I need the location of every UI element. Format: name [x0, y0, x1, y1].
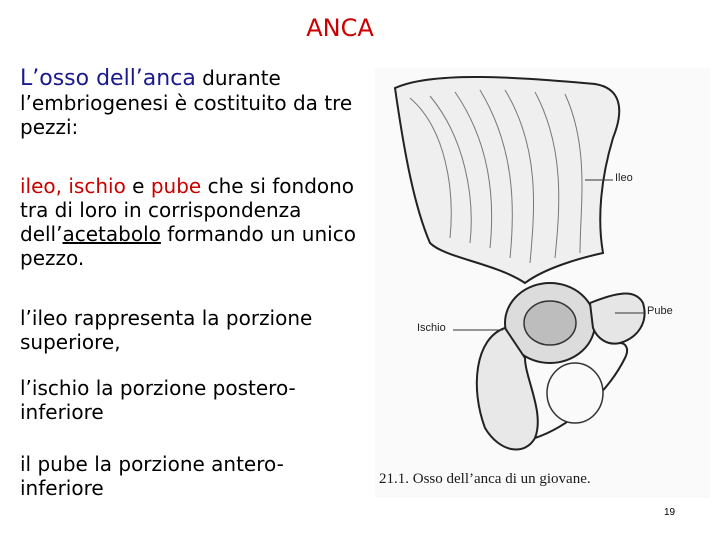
slide-title: ANCA [306, 14, 374, 42]
label-ischio: Ischio [417, 322, 446, 334]
term-pube: pube [150, 174, 202, 198]
fusion-paragraph [20, 174, 365, 270]
intro-rest-2: l’embriogenesi è costituito da tre pezzi: [20, 91, 353, 139]
ischio-paragraph: l’ischio la porzione postero-inferiore [20, 376, 296, 424]
intro-rest-1: durante [195, 66, 281, 90]
fusion-rest-1: che si fondono tra di loro in corrispondenza dell’ [20, 174, 355, 246]
hip-bone-drawing [375, 68, 710, 498]
intro-paragraph [20, 66, 365, 139]
page-number: 19 [664, 507, 676, 518]
ileo-paragraph: l’ileo rappresenta la porzione superiore, [20, 306, 313, 354]
figure-caption: 21.1. Osso dell’anca di un giovane. [379, 471, 591, 487]
intro-lead: L’osso dell’anca [20, 66, 196, 91]
hip-bone-figure [375, 68, 710, 498]
pube-paragraph: il pube la porzione antero-inferiore [20, 452, 284, 500]
label-ileo: Ileo [615, 172, 633, 184]
term-ileo-ischio: ileo, ischio [20, 174, 126, 198]
word-e: e [125, 174, 151, 198]
fusion-rest-2: formando un unico pezzo. [20, 222, 356, 270]
label-pube: Pube [647, 305, 673, 317]
term-acetabolo: acetabolo [62, 222, 161, 246]
